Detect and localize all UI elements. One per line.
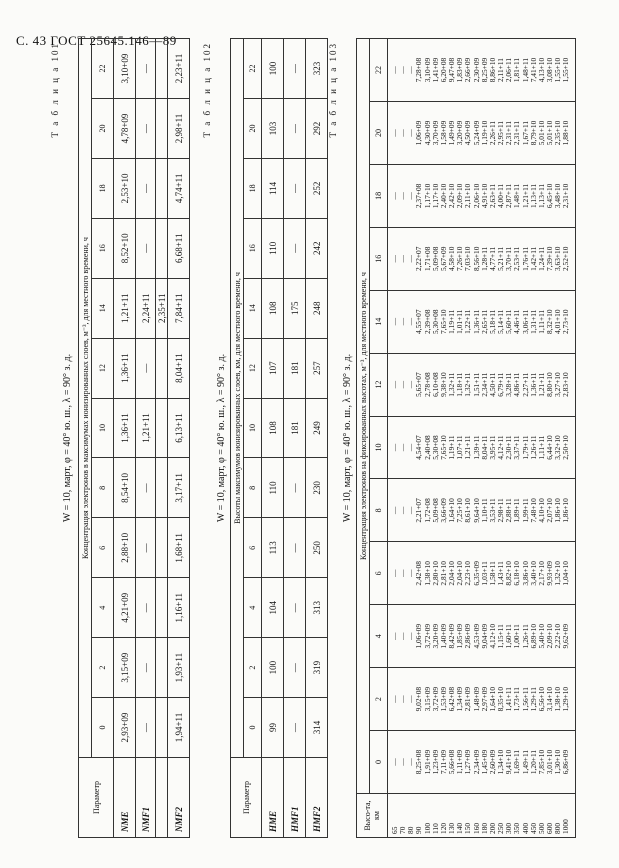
value-cell: 108 <box>262 278 284 338</box>
hour-header: 8 <box>244 458 262 518</box>
value-cell: 2,98+11 <box>168 99 190 159</box>
values-column: — — — 2,37+08 1,17+10 1,17+10 2,40+10 2,42+10 2,09+10 2,11+10 2,06+10 4,91+10 2,63+11 4,00+11 2,87+11 1,48+11 1,21+11 1,13+11 1,13+11 6,45+10 3,48+10 2,31+10 <box>388 164 576 227</box>
param-header: Параметр <box>79 758 114 838</box>
hour-header: 16 <box>244 218 262 278</box>
value-cell: 100 <box>262 638 284 698</box>
value-cell: 252 <box>306 158 328 218</box>
hour-header: 18 <box>92 158 114 218</box>
value-cell: — <box>136 158 156 218</box>
hour-header: 0 <box>92 698 114 758</box>
param-header: Параметр <box>231 758 262 838</box>
value-cell: 1,21+11 <box>136 398 156 458</box>
table-row <box>168 39 190 838</box>
value-cell: — <box>284 218 306 278</box>
value-cell: 103 <box>262 99 284 159</box>
value-cell: — <box>284 698 306 758</box>
value-cell <box>156 638 168 698</box>
table-101-caption: Т а б л и ц а 101 <box>50 42 60 138</box>
table-row <box>136 39 156 838</box>
value-cell: — <box>136 578 156 638</box>
value-cell: — <box>284 158 306 218</box>
value-cell: 3,15+09 <box>114 638 136 698</box>
value-cell: — <box>284 39 306 99</box>
value-cell: 319 <box>306 638 328 698</box>
table-row <box>262 39 284 838</box>
hour-header: 4 <box>244 578 262 638</box>
value-cell: 1,68+11 <box>168 518 190 578</box>
hour-header: 12 <box>244 338 262 398</box>
table-103-subheader: Концентрация электронов на фиксированных высотах, м⁻³, для местного времени, ч <box>357 39 370 794</box>
hour-header: 4 <box>370 605 388 668</box>
value-cell: 248 <box>306 278 328 338</box>
values-column: — — — 2,21+07 1,72+08 5,09+08 3,66+09 1,64+10 7,25+10 8,61+10 9,64+10 1,10+11 3,53+11 2,98+11 2,88+11 1,89+11 1,99+11 7,48+10 4,10+10 2,07+10 1,86+10 1,86+10 <box>388 479 576 542</box>
value-cell: 7,84+11 <box>168 278 190 338</box>
value-cell <box>156 39 168 99</box>
value-cell: 4,74+11 <box>168 158 190 218</box>
param-name: HME <box>262 758 284 838</box>
values-column: — — — 1,06+09 3,72+09 3,20+09 1,40+09 8,42+09 1,85+09 2,86+09 4,53+09 9,04+09 4,12+10 1,15+11 1,60+11 1,00+11 1,26+11 6,89+10 5,40+10 2,09+10 2,22+10 9,62+09 <box>388 605 576 668</box>
value-cell: 1,93+11 <box>168 638 190 698</box>
value-cell: 100 <box>262 39 284 99</box>
value-cell: 4,78+09 <box>114 99 136 159</box>
hour-header: 20 <box>370 102 388 165</box>
table-row <box>306 39 328 838</box>
table-103-condition: W = 10, март, φ = 40° ю. ш., λ = 90° з. д. <box>342 353 353 523</box>
values-column: — — — 1,06+09 4,30+09 3,70+09 1,58+09 1,49+09 3,20+09 4,50+09 5,24+09 1,19+10 2,26+11 2,95+11 2,31+11 2,31+11 1,67+11 8,79+10 5,01+10 5,01+10 2,35+10 1,88+10 <box>388 102 576 165</box>
value-cell: — <box>136 39 156 99</box>
table-102-subheader: Высоты максимумов ионизированных слоев, км, для местного времени, ч <box>231 39 244 758</box>
hour-header: 18 <box>370 164 388 227</box>
value-cell: 107 <box>262 338 284 398</box>
hour-header: 12 <box>92 338 114 398</box>
value-cell: 104 <box>262 578 284 638</box>
value-cell: 3,10+09 <box>114 39 136 99</box>
value-cell: — <box>136 458 156 518</box>
hour-header: 22 <box>370 39 388 102</box>
value-cell: 8,04+11 <box>168 338 190 398</box>
value-cell: 323 <box>306 39 328 99</box>
height-header: Высо-та, км <box>357 794 388 838</box>
value-cell: 181 <box>284 338 306 398</box>
value-cell: — <box>284 638 306 698</box>
value-cell: 110 <box>262 458 284 518</box>
hour-header: 8 <box>92 458 114 518</box>
rotated-page-content <box>46 38 606 838</box>
table-103 <box>356 38 576 838</box>
value-cell: 1,94+11 <box>168 698 190 758</box>
value-cell <box>156 518 168 578</box>
value-cell: — <box>284 99 306 159</box>
value-cell: 2,23+11 <box>168 39 190 99</box>
hour-header: 6 <box>244 518 262 578</box>
value-cell: 249 <box>306 398 328 458</box>
table-102 <box>230 38 328 838</box>
table-row <box>156 39 168 838</box>
value-cell: 114 <box>262 158 284 218</box>
values-column: — — — 7,28+08 3,10+09 1,41+09 6,20+08 9,47+08 1,83+09 2,66+09 2,30+09 8,25+09 8,86+10 2,11+11 2,06+11 1,81+11 1,48+11 7,41+10 4,13+10 3,08+10 1,55+10 1,55+10 <box>388 39 576 102</box>
value-cell: 2,35+11 <box>156 278 168 338</box>
value-cell <box>156 99 168 159</box>
table-101-condition: W = 10, март, φ = 40° ю. ш., λ = 90° з. д. <box>62 353 73 523</box>
values-column: — — — 2,22+07 1,71+08 5,09+08 5,67+09 4,58+10 7,26+10 7,03+10 8,56+10 1,28+11 4,77+11 5,21+11 3,70+11 2,53+11 1,76+11 1,42+11 1,24+11 7,39+10 3,63+10 2,52+10 <box>388 227 576 290</box>
value-cell: 314 <box>306 698 328 758</box>
value-cell <box>156 698 168 758</box>
hour-header: 6 <box>370 542 388 605</box>
value-cell <box>156 398 168 458</box>
hour-header: 10 <box>244 398 262 458</box>
param-name: NMF2 <box>168 758 190 838</box>
value-cell: 113 <box>262 518 284 578</box>
value-cell: — <box>136 518 156 578</box>
values-column: — — — 8,25+08 1,91+09 1,23+09 7,11+09 5,66+08 1,11+09 1,27+09 2,34+09 1,45+09 2,60+09 1,34+10 9,41+10 1,69+11 1,49+11 1,20+11 7,85+10 3,01+10 1,30+10 6,86+09 <box>388 731 576 794</box>
value-cell: 1,21+11 <box>114 278 136 338</box>
value-cell: 250 <box>306 518 328 578</box>
hour-header: 18 <box>244 158 262 218</box>
table-101 <box>78 38 190 838</box>
hour-header: 2 <box>370 668 388 731</box>
table-102-condition: W = 10, март, φ = 40° ю. ш., λ = 90° з. д. <box>216 353 227 523</box>
hour-header: 6 <box>92 518 114 578</box>
value-cell: — <box>284 458 306 518</box>
hour-header: 14 <box>244 278 262 338</box>
table-101-subheader: Концентрация электронов в максимумах ионизированных слоев, м⁻³, для местного времени, ч <box>79 39 92 758</box>
value-cell: 8,54+10 <box>114 458 136 518</box>
value-cell <box>156 218 168 278</box>
value-cell: 110 <box>262 218 284 278</box>
value-cell: 1,36+11 <box>114 338 136 398</box>
value-cell <box>156 338 168 398</box>
value-cell: — <box>136 638 156 698</box>
param-name: HMF2 <box>306 758 328 838</box>
hour-header: 22 <box>92 39 114 99</box>
hour-header: 16 <box>370 227 388 290</box>
table-102-caption: Т а б л и ц а 102 <box>202 42 212 138</box>
hour-header: 0 <box>370 731 388 794</box>
param-name <box>156 758 168 838</box>
value-cell: — <box>136 99 156 159</box>
hour-header: 4 <box>92 578 114 638</box>
value-cell: — <box>136 698 156 758</box>
values-column: — — — 9,02+08 3,15+09 3,72+09 1,53+09 6,42+08 1,34+09 2,81+09 1,48+09 2,97+09 1,64+10 8,35+10 1,41+11 1,73+11 1,56+11 1,29+11 6,56+10 3,14+10 1,38+10 1,29+10 <box>388 668 576 731</box>
hour-header: 2 <box>244 638 262 698</box>
table-row <box>284 39 306 838</box>
value-cell: 175 <box>284 278 306 338</box>
value-cell: 2,24+11 <box>136 278 156 338</box>
value-cell <box>156 158 168 218</box>
value-cell: 1,36+11 <box>114 398 136 458</box>
hour-header: 20 <box>244 99 262 159</box>
table-103-caption: Т а б л и ц а 103 <box>328 42 338 138</box>
value-cell: 181 <box>284 398 306 458</box>
param-name: HMF1 <box>284 758 306 838</box>
hour-header: 10 <box>92 398 114 458</box>
value-cell <box>156 578 168 638</box>
hour-header: 10 <box>370 416 388 479</box>
value-cell: 1,16+11 <box>168 578 190 638</box>
value-cell: — <box>284 578 306 638</box>
value-cell: — <box>284 518 306 578</box>
value-cell: 2,53+10 <box>114 158 136 218</box>
hour-header: 0 <box>244 698 262 758</box>
value-cell: 108 <box>262 398 284 458</box>
heights-column: 65 70 80 90 100 110 120 130 140 150 160 180 200 250 300 350 400 450 500 600 800 1000 <box>388 794 576 838</box>
values-column: — — — 4,55+07 2,39+08 5,30+08 7,65+10 1,19+11 1,01+11 1,22+11 1,36+11 2,65+11 5,18+11 5,14+11 5,60+11 4,46+11 3,06+11 1,31+11 1,11+11 8,32+10 4,01+10 2,73+10 <box>388 290 576 353</box>
hour-header: 20 <box>92 99 114 159</box>
value-cell: 6,68+11 <box>168 218 190 278</box>
hour-header: 22 <box>244 39 262 99</box>
value-cell: 2,88+10 <box>114 518 136 578</box>
value-cell: 257 <box>306 338 328 398</box>
value-cell <box>156 458 168 518</box>
hour-header: 16 <box>92 218 114 278</box>
table-row <box>114 39 136 838</box>
hour-header: 2 <box>92 638 114 698</box>
value-cell: 242 <box>306 218 328 278</box>
page-header: С. 43 ГОСТ 25645.146—89 <box>16 33 177 48</box>
values-column: — — — 2,42+08 1,38+10 2,80+10 2,81+10 2,04+10 2,04+10 2,23+10 6,35+09 1,03+11 1,58+11 1,43+11 8,82+10 6,18+10 3,86+10 3,40+10 2,17+10 9,93+09 1,32+10 1,04+10 <box>388 542 576 605</box>
hour-header: 14 <box>92 278 114 338</box>
value-cell: 4,21+09 <box>114 578 136 638</box>
hour-header: 12 <box>370 353 388 416</box>
value-cell: 6,13+11 <box>168 398 190 458</box>
value-cell: — <box>136 218 156 278</box>
value-cell: 8,52+10 <box>114 218 136 278</box>
value-cell: 2,93+09 <box>114 698 136 758</box>
param-name: NME <box>114 758 136 838</box>
hour-header: 14 <box>370 290 388 353</box>
hour-header: 8 <box>370 479 388 542</box>
value-cell: 313 <box>306 578 328 638</box>
values-column: — — — 5,65+07 2,78+08 6,10+08 9,38+10 1,32+11 1,18+11 1,32+11 1,51+11 2,34+11 4,50+11 6,79+11 3,28+11 4,86+11 2,27+11 1,36+11 1,21+11 8,80+10 3,27+10 2,83+10 <box>388 353 576 416</box>
param-name: NMF1 <box>136 758 156 838</box>
values-column: — — — 4,54+07 2,40+08 5,30+08 7,65+10 1,19+11 1,07+11 1,21+11 1,39+11 8,04+11 3,95+11 4,12+11 2,30+11 3,37+11 1,79+11 1,26+11 1,11+11 6,44+10 3,32+10 2,50+10 <box>388 416 576 479</box>
value-cell: 292 <box>306 99 328 159</box>
value-cell: 3,17+11 <box>168 458 190 518</box>
value-cell: 230 <box>306 458 328 518</box>
value-cell: 99 <box>262 698 284 758</box>
value-cell: — <box>136 338 156 398</box>
